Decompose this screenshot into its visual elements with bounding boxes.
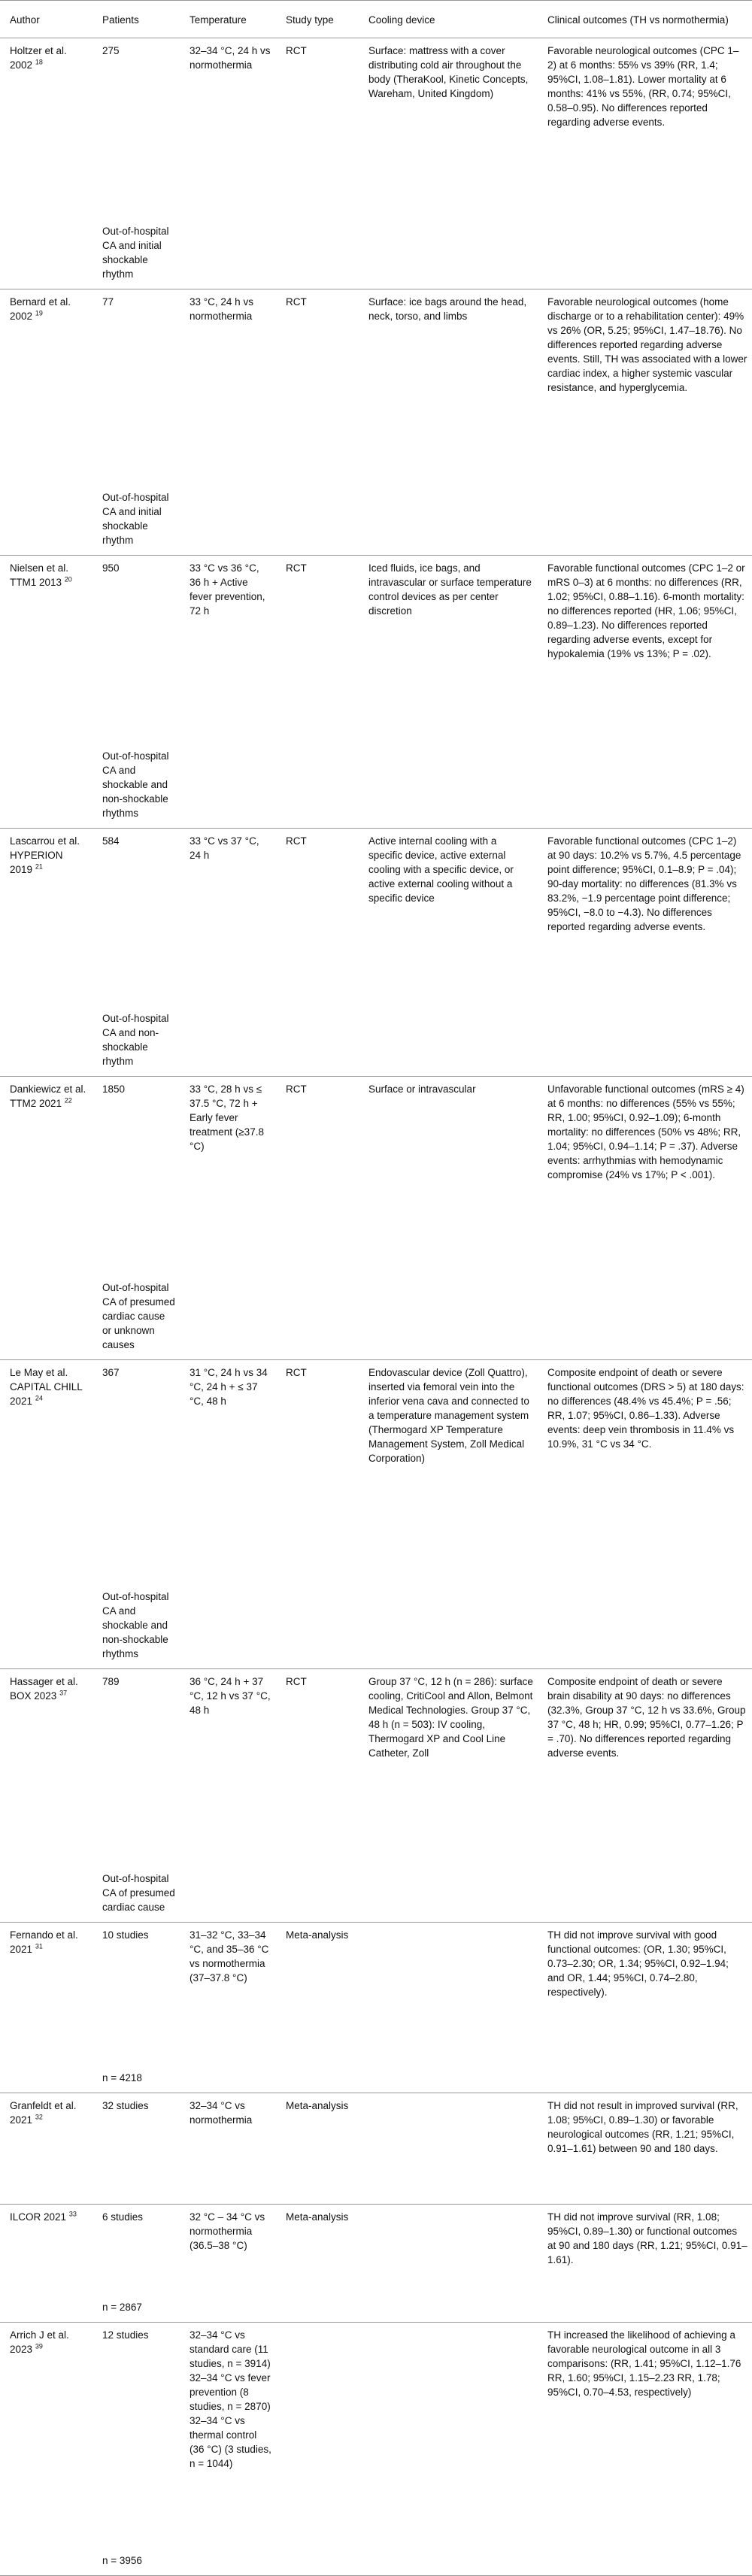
cell-temperature: 31 °C, 24 h vs 34 °C, 24 h + ≤ 37 °C, 48 h [190, 1367, 268, 1407]
cell-author [0, 2323, 92, 2554]
cell-empty [538, 490, 752, 556]
cell-clinical-outcomes: TH did not result in improved survival (RR, 1.08; 95%CI, 0.89–1.30) or favorable neurological outcomes (RR, 1.21; 95%CI, 0.91–1.61) between 90 and 180 days. [547, 2100, 738, 2154]
cell-author [0, 829, 92, 1012]
table-row [0, 829, 752, 1012]
cell-study-type: Meta-analysis [286, 2100, 349, 2111]
cell-author [0, 2093, 92, 2197]
cell-empty [180, 490, 276, 556]
cell-empty [276, 2553, 359, 2576]
cell-patients: 1850 [102, 1083, 126, 1095]
table-row [0, 1923, 752, 2071]
cell-empty [276, 1590, 359, 1669]
author-name: Granfeldt et al. 2021 [10, 2100, 77, 2126]
cell-empty [276, 2071, 359, 2093]
cell-empty [538, 2300, 752, 2323]
table-row [0, 38, 752, 225]
table-row-population [0, 224, 752, 289]
table-header-row [0, 1, 752, 38]
cell-cooling-device: Surface: ice bags around the head, neck, torso, and limbs [368, 296, 527, 322]
cell-empty [276, 490, 359, 556]
cell-empty [538, 2553, 752, 2576]
table-row [0, 1360, 752, 1590]
cell-clinical-outcomes: Favorable neurological outcomes (home discharge or to a rehabilitation center): 49% vs 26% (OR, 5.25; 95%CI, 1.47–18.76). No differences reported regarding adverse events. Still, TH was associated with a lower cardiac index, a higher systemic vascular resistance, and hyperglycemia. [547, 296, 747, 393]
table-row-population [0, 749, 752, 829]
cell-empty [180, 1590, 276, 1669]
cell-empty [359, 2300, 538, 2323]
cell-population: Out-of-hospital CA and non-shockable rhythm [92, 1011, 180, 1077]
cell-empty [180, 749, 276, 829]
cell-clinical-outcomes: Composite endpoint of death or severe functional outcomes (DRS > 5) at 180 days: no differences (48.4% vs 45.4%; P = .56; RR, 1.07; 95%CI, 0.86–1.33). Adverse events: deep vein thrombosis in 11.4% vs 10.9%, 31 °C vs 34 °C. [547, 1367, 744, 1450]
cell-empty [359, 1871, 538, 1923]
cell-population: Out-of-hospital CA and initial shockable rhythm [92, 490, 180, 556]
cell-empty [276, 2300, 359, 2323]
cell-temperature: 32–34 °C vs standard care (11 studies, n = 3914) 32–34 °C vs fever prevention (8 studies, n = 2870) 32–34 °C vs thermal control (36 °C) (3 studies, n = 1044) [190, 2329, 271, 2469]
cell-patients: 12 studies [102, 2329, 149, 2341]
author-name: Fernando et al. 2021 [10, 1929, 78, 1955]
cell-population: n = 4218 [92, 2071, 180, 2093]
author-name: Hassager et al. BOX 2023 [10, 1676, 78, 1702]
reference-number: 20 [64, 575, 72, 583]
cell-clinical-outcomes: TH did not improve survival with good functional outcomes: (OR, 1.30; 95%CI, 0.73–2.30; OR, 1.34; 95%CI, 0.92–1.94; and OR, 1.44; 95%CI, 0.74–2.80, respectively). [547, 1929, 729, 1998]
cell-temperature: 33 °C, 24 h vs normothermia [190, 296, 253, 322]
cell-study-type: RCT [286, 835, 307, 847]
author-name: Holtzer et al. 2002 [10, 45, 67, 71]
cell-empty [538, 1590, 752, 1669]
table-row-population [0, 2553, 752, 2576]
cell-study-type: RCT [286, 1367, 307, 1378]
cell-empty [359, 2196, 538, 2205]
cell-temperature: 33 °C vs 36 °C, 36 h + Active fever prevention, 72 h [190, 562, 265, 617]
cell-author [0, 1360, 92, 1590]
cell-population: Out-of-hospital CA and shockable and non-shockable rhythms [92, 1590, 180, 1669]
cell-empty [538, 2071, 752, 2093]
cell-temperature: 33 °C vs 37 °C, 24 h [190, 835, 259, 861]
author-name: Nielsen et al. TTM1 2013 [10, 562, 69, 588]
cell-clinical-outcomes: TH did not improve survival (RR, 1.08; 95%CI, 0.89–1.30) or functional outcomes at 90 and 180 days (RR, 1.21; 95%CI, 0.91–1.61). [547, 2211, 747, 2265]
cell-study-type: Meta-analysis [286, 1929, 349, 1941]
cell-empty [0, 224, 92, 289]
cell-patients: 789 [102, 1676, 120, 1687]
cell-cooling-device: Iced fluids, ice bags, and intravascular or surface temperature control devices as per center discretion [368, 562, 532, 617]
cell-empty [359, 1280, 538, 1360]
cell-population: n = 3956 [92, 2553, 180, 2576]
table-row-population [0, 490, 752, 556]
cell-cooling-device: Endovascular device (Zoll Quattro), inserted via femoral vein into the inferior vena cava and connected to a temperature management system (Thermogard XP Temperature Management System, Zoll Medical Corporation) [368, 1367, 529, 1464]
reference-number: 39 [35, 2342, 43, 2350]
reference-number: 32 [35, 2113, 43, 2121]
table-row-population [0, 2300, 752, 2323]
author-name: Bernard et al. 2002 [10, 296, 71, 322]
cell-cooling-device: Surface: mattress with a cover distributing cold air throughout the body (TheraKool, Kinetic Concepts, Wareham, United Kingdom) [368, 45, 529, 99]
cell-author [0, 38, 92, 225]
table-row [0, 2323, 752, 2554]
table-row-population [0, 1590, 752, 1669]
cell-empty [538, 1871, 752, 1923]
cell-empty [359, 1011, 538, 1077]
author-name: Lascarrou et al. HYPERION 2019 [10, 835, 80, 875]
header-cooling-device: Cooling device [359, 1, 538, 38]
cell-clinical-outcomes: Favorable functional outcomes (CPC 1–2 or mRS 0–3) at 6 months: no differences (RR, 1.02; 95%CI, 0.88–1.16). 6-month mortality: no differences reported (HR, 1.06; 95%CI, 0.89–1.23). No differences reported regarding adverse events, except for hypokalemia (19% vs 13%; P = .02). [547, 562, 745, 659]
author-name: Dankiewicz et al. TTM2 2021 [10, 1083, 86, 1109]
cell-empty [276, 2196, 359, 2205]
table-row-population [0, 1280, 752, 1360]
cell-study-type: RCT [286, 45, 307, 56]
cell-study-type: RCT [286, 1676, 307, 1687]
header-patients: Patients [92, 1, 180, 38]
reference-number: 37 [59, 1689, 68, 1697]
author-name: Arrich J et al. 2023 [10, 2329, 69, 2355]
cell-empty [276, 749, 359, 829]
table-row [0, 1669, 752, 1872]
cell-empty [538, 1280, 752, 1360]
table-row [0, 2205, 752, 2301]
cell-temperature: 32 °C – 34 °C vs normothermia (36.5–38 °C) [190, 2211, 265, 2251]
cell-cooling-device [359, 2093, 538, 2197]
cell-temperature: 33 °C, 28 h vs ≤ 37.5 °C, 72 h + Early fever treatment (≥37.8 °C) [190, 1083, 264, 1152]
cell-patients: 584 [102, 835, 120, 847]
cell-empty [276, 1280, 359, 1360]
cell-cooling-device: Active internal cooling with a specific device, active external cooling with a specific device, or active external cooling without a specific device [368, 835, 514, 904]
cell-study-type: RCT [286, 562, 307, 574]
cell-author [0, 1669, 92, 1872]
cell-author [0, 556, 92, 750]
cell-empty [359, 2071, 538, 2093]
cell-empty [276, 1011, 359, 1077]
cell-empty [180, 224, 276, 289]
cell-empty [180, 2071, 276, 2093]
cell-temperature: 32–34 °C, 24 h vs normothermia [190, 45, 271, 71]
table-row-population [0, 1871, 752, 1923]
cell-empty [0, 2300, 92, 2323]
cell-study-type [276, 2323, 359, 2554]
cell-empty [180, 2300, 276, 2323]
cell-empty [180, 2196, 276, 2205]
header-author: Author [0, 1, 92, 38]
cell-cooling-device: Group 37 °C, 12 h (n = 286): surface cooling, CritiCool and Allon, Belmont Medical Technologies. Group 37 °C, 48 h (n = 503): IV cooling, Thermogard XP and Cool Line Catheter, Zoll [368, 1676, 533, 1759]
cell-clinical-outcomes: Favorable functional outcomes (CPC 1–2) at 90 days: 10.2% vs 5.7%, 4.5 percentage point difference; 95%CI, 0.1–8.9; P = .04); 90-day mortality: no differences (81.3% vs 83.2%, −1.9 percentage point difference; 95%CI, −8.0 to −4.3). No differences reported regarding adverse events. [547, 835, 741, 932]
reference-number: 31 [35, 1942, 43, 1950]
cell-author [0, 2205, 92, 2301]
reference-number: 18 [35, 58, 43, 66]
cell-empty [359, 749, 538, 829]
cell-cooling-device: Surface or intravascular [368, 1083, 476, 1095]
cell-temperature: 31–32 °C, 33–34 °C, and 35–36 °C vs normothermia (37–37.8 °C) [190, 1929, 269, 1984]
cell-cooling-device [359, 1923, 538, 2071]
cell-patients: 77 [102, 296, 114, 308]
cell-empty [0, 490, 92, 556]
cell-patients: 32 studies [102, 2100, 149, 2111]
cell-empty [0, 1871, 92, 1923]
table-row-population [0, 2071, 752, 2093]
reference-number: 21 [35, 862, 43, 871]
cell-empty [0, 1280, 92, 1360]
reference-number: 19 [35, 309, 43, 317]
cell-empty [276, 1871, 359, 1923]
cell-empty [0, 749, 92, 829]
cell-population: Out-of-hospital CA of presumed cardiac cause or unknown causes [92, 1280, 180, 1360]
cell-population: Out-of-hospital CA and shockable and non-shockable rhythms [92, 749, 180, 829]
cell-empty [538, 749, 752, 829]
cell-empty [359, 2553, 538, 2576]
header-temperature: Temperature [180, 1, 276, 38]
cell-author [0, 1923, 92, 2071]
table-row [0, 289, 752, 491]
cell-patients: 367 [102, 1367, 120, 1378]
cell-cooling-device [359, 2323, 538, 2554]
cell-empty [359, 490, 538, 556]
cell-empty [538, 2196, 752, 2205]
cell-empty [180, 1871, 276, 1923]
cell-patients: 10 studies [102, 1929, 149, 1941]
cell-temperature: 32–34 °C vs normothermia [190, 2100, 253, 2126]
cell-cooling-device [359, 2205, 538, 2301]
cell-empty [180, 2553, 276, 2576]
cell-population: n = 2867 [92, 2300, 180, 2323]
header-study-type: Study type [276, 1, 359, 38]
cell-patients: 950 [102, 562, 120, 574]
cell-empty [359, 224, 538, 289]
cell-empty [538, 1011, 752, 1077]
reference-number: 22 [64, 1096, 72, 1105]
cell-empty [0, 1590, 92, 1669]
table-row [0, 556, 752, 750]
table-row-population [0, 1011, 752, 1077]
cell-clinical-outcomes: Composite endpoint of death or severe brain disability at 90 days: no differences (32.3%, Group 37 °C, 12 h vs 33.6%, Group 37 °C, 48 h; HR, 0.99; 95%CI, 0.77–1.26; P = .70). No differences reported regarding adverse events. [547, 1676, 746, 1759]
cell-empty [180, 1280, 276, 1360]
cell-population [92, 2196, 180, 2205]
author-name: ILCOR 2021 [10, 2211, 67, 2223]
cell-patients: 275 [102, 45, 120, 56]
table-body [0, 38, 752, 2576]
cell-author [0, 289, 92, 491]
cell-study-type: Meta-analysis [286, 2211, 349, 2223]
cell-empty [180, 1011, 276, 1077]
cell-empty [276, 224, 359, 289]
table-row [0, 2093, 752, 2197]
cell-clinical-outcomes: TH increased the likelihood of achieving a favorable neurological outcome in all 3 comparisons: (RR, 1.41; 95%CI, 1.12–1.76 RR, 1.60; 95%CI, 1.15–2.23 RR, 1.78; 95%CI, 0.70–4.53, respectively) [547, 2329, 741, 2398]
cell-patients: 6 studies [102, 2211, 144, 2223]
reference-number: 33 [68, 2210, 77, 2218]
cell-empty [0, 2071, 92, 2093]
cell-population: Out-of-hospital CA of presumed cardiac cause [92, 1871, 180, 1923]
table-row [0, 1077, 752, 1281]
cell-empty [0, 1011, 92, 1077]
cell-clinical-outcomes: Favorable neurological outcomes (CPC 1–2) at 6 months: 55% vs 39% (RR, 1.4; 95%CI, 1.08–1.81). Lower mortality at 6 months: 41% vs 55%, (RR, 0.74; 95%CI, 0.58–0.95). No differences reported regarding adverse events. [547, 45, 739, 128]
cell-study-type: RCT [286, 296, 307, 308]
cell-study-type: RCT [286, 1083, 307, 1095]
cell-population: Out-of-hospital CA and initial shockable rhythm [92, 224, 180, 289]
header-clinical-outcomes: Clinical outcomes (TH vs normothermia) [538, 1, 752, 38]
cell-author [0, 1077, 92, 1281]
cell-temperature: 36 °C, 24 h + 37 °C, 12 h vs 37 °C, 48 h [190, 1676, 271, 1716]
reference-number: 24 [35, 1394, 43, 1402]
cell-empty [359, 1590, 538, 1669]
cell-empty [538, 224, 752, 289]
author-name: Le May et al. CAPITAL CHILL 2021 [10, 1367, 83, 1407]
cell-empty [0, 2553, 92, 2576]
cell-empty [0, 2196, 92, 2205]
table-row-population [0, 2196, 752, 2205]
cell-clinical-outcomes: Unfavorable functional outcomes (mRS ≥ 4) at 6 months: no differences (55% vs 55%; RR, 1.00; 95%CI, 0.92–1.09); 6-month mortality: no differences (50% vs 48%; RR, 1.04; 95%CI, 0.94–1.14; P = .37). Adverse events: arrhythmias with hemodynamic compromise (24% vs 17%; P < .001). [547, 1083, 744, 1180]
